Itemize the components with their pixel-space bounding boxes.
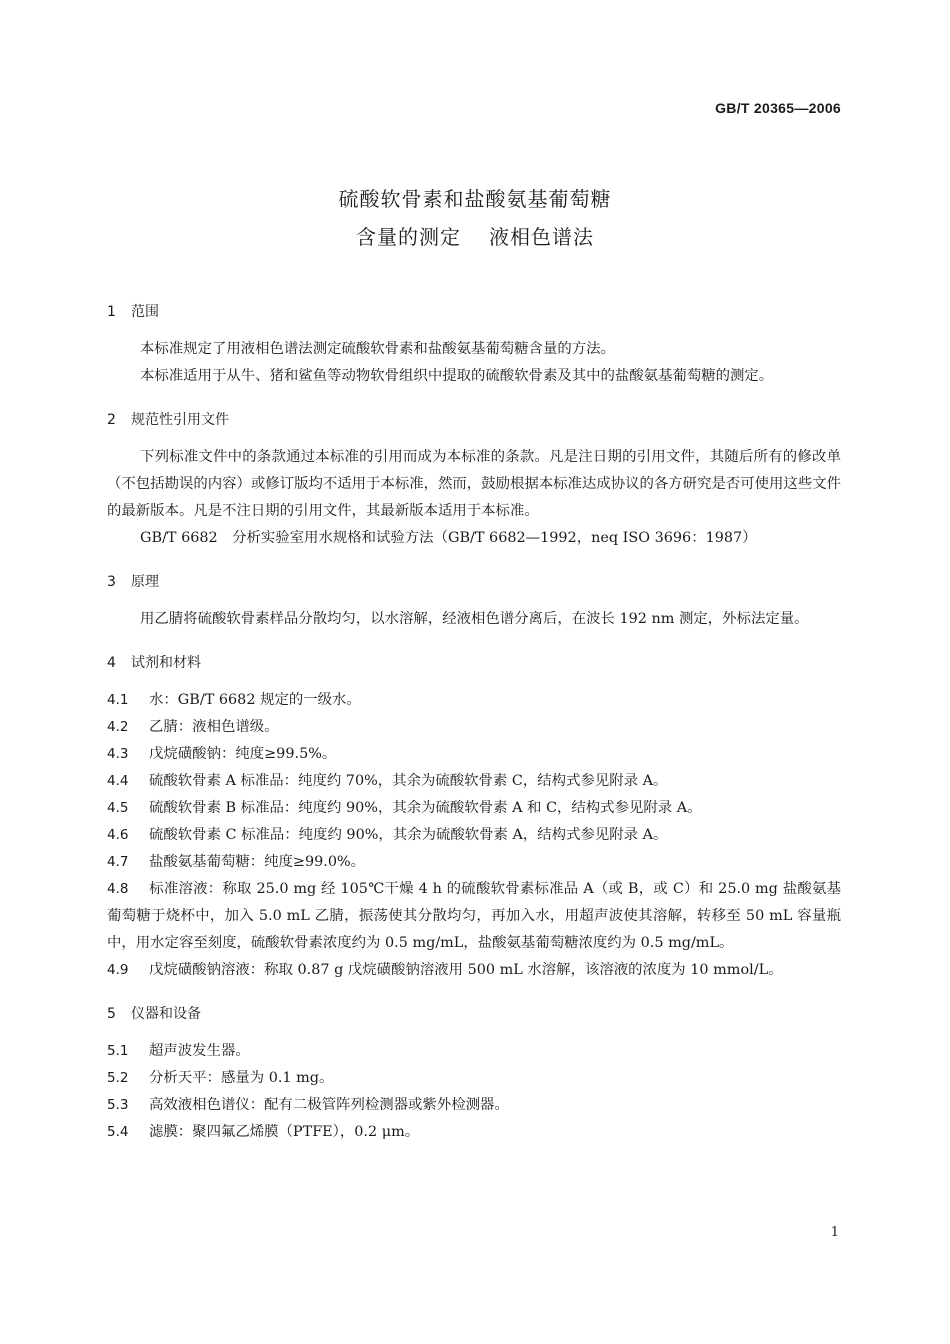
section-number: 2 bbox=[107, 412, 116, 428]
list-item bbox=[107, 795, 841, 822]
title-line-2-part-1: 含量的测定 bbox=[356, 225, 461, 249]
item-number: 4.4 bbox=[107, 773, 129, 789]
item-number: 4.8 bbox=[107, 881, 129, 897]
page-number: 1 bbox=[830, 1225, 839, 1240]
list-item bbox=[107, 957, 841, 984]
section-heading-3 bbox=[107, 568, 841, 596]
section-heading-2 bbox=[107, 406, 841, 434]
title-line-1: 硫酸软骨素和盐酸氨基葡萄糖 bbox=[338, 187, 612, 211]
document-title bbox=[0, 180, 950, 256]
item-number: 4.7 bbox=[107, 854, 129, 870]
paragraph: 本标准规定了用液相色谱法测定硫酸软骨素和盐酸氨基葡萄糖含量的方法。 bbox=[140, 341, 615, 357]
section-title: 仪器和设备 bbox=[131, 1006, 201, 1022]
title-line-2 bbox=[0, 218, 950, 256]
normative-reference: GB/T 6682 分析实验室用水规格和试验方法（GB/T 6682—1992，neq ISO 3696：1987） bbox=[140, 530, 757, 546]
item-text: 滤膜：聚四氟乙烯膜（PTFE），0.2 μm。 bbox=[149, 1124, 420, 1140]
item-text: 乙腈：液相色谱级。 bbox=[149, 719, 279, 735]
item-number: 5.3 bbox=[107, 1097, 129, 1113]
item-number: 5.1 bbox=[107, 1043, 129, 1059]
list-item bbox=[107, 741, 841, 768]
section-heading-5 bbox=[107, 1000, 841, 1028]
list-item bbox=[107, 1119, 841, 1146]
item-number: 5.4 bbox=[107, 1124, 129, 1140]
section-heading-1 bbox=[107, 298, 841, 326]
section-number: 4 bbox=[107, 655, 116, 671]
item-number: 5.2 bbox=[107, 1070, 129, 1086]
list-item bbox=[107, 822, 841, 849]
section-title: 试剂和材料 bbox=[131, 655, 201, 671]
item-text: 超声波发生器。 bbox=[149, 1043, 250, 1059]
section-number: 5 bbox=[107, 1006, 116, 1022]
section-number: 3 bbox=[107, 574, 116, 590]
title-line-2-part-2: 液相色谱法 bbox=[489, 225, 594, 249]
item-text: 标准溶液：称取 25.0 mg 经 105℃干燥 4 h 的硫酸软骨素标准品 A（或 B，或 C）和 25.0 mg 盐酸氨基葡萄糖于烧杯中，加入 5.0 mL 乙腈，振荡使其分散均匀，再加入水，用超声波使其溶解，转移至 50 mL 容量瓶中，用水定容至刻度，硫酸软骨素浓度约为 0.5 mg/mL，盐酸氨基葡萄糖浓度约为 0.5 mg/mL。 bbox=[107, 881, 841, 951]
standard-code: GB/T 20365—2006 bbox=[715, 100, 841, 116]
item-text: 戊烷磺酸钠：纯度≥99.5%。 bbox=[149, 746, 337, 762]
section-title: 范围 bbox=[131, 304, 159, 320]
paragraph: 用乙腈将硫酸软骨素样品分散均匀，以水溶解，经液相色谱分离后，在波长 192 nm 测定，外标法定量。 bbox=[140, 611, 809, 627]
document-body bbox=[107, 298, 841, 1146]
item-number: 4.2 bbox=[107, 719, 129, 735]
item-text: 水：GB/T 6682 规定的一级水。 bbox=[149, 692, 361, 708]
item-number: 4.5 bbox=[107, 800, 129, 816]
list-item bbox=[107, 1092, 841, 1119]
list-item bbox=[107, 1065, 841, 1092]
item-number: 4.9 bbox=[107, 962, 129, 978]
list-item bbox=[107, 849, 841, 876]
list-item bbox=[107, 876, 841, 957]
list-item bbox=[107, 768, 841, 795]
item-text: 盐酸氨基葡萄糖：纯度≥99.0%。 bbox=[149, 854, 366, 870]
item-number: 4.3 bbox=[107, 746, 129, 762]
paragraph: 下列标准文件中的条款通过本标准的引用而成为本标准的条款。凡是注日期的引用文件，其随后所有的修改单（不包括勘误的内容）或修订版均不适用于本标准，然而，鼓励根据本标准达成协议的各方研究是否可使用这些文件的最新版本。凡是不注日期的引用文件，其最新版本适用于本标准。 bbox=[107, 449, 841, 519]
section-title: 规范性引用文件 bbox=[131, 412, 229, 428]
item-text: 高效液相色谱仪：配有二极管阵列检测器或紫外检测器。 bbox=[149, 1097, 509, 1113]
list-item bbox=[107, 714, 841, 741]
item-text: 戊烷磺酸钠溶液：称取 0.87 g 戊烷磺酸钠溶液用 500 mL 水溶解，该溶液的浓度为 10 mmol/L。 bbox=[149, 962, 783, 978]
item-text: 分析天平：感量为 0.1 mg。 bbox=[149, 1070, 334, 1086]
section-number: 1 bbox=[107, 304, 116, 320]
section-title: 原理 bbox=[131, 574, 159, 590]
list-item bbox=[107, 687, 841, 714]
item-text: 硫酸软骨素 A 标准品：纯度约 70%，其余为硫酸软骨素 C，结构式参见附录 A。 bbox=[149, 773, 668, 789]
item-number: 4.6 bbox=[107, 827, 129, 843]
list-item bbox=[107, 1038, 841, 1065]
item-text: 硫酸软骨素 C 标准品：纯度约 90%，其余为硫酸软骨素 A，结构式参见附录 A。 bbox=[149, 827, 668, 843]
item-text: 硫酸软骨素 B 标准品：纯度约 90%，其余为硫酸软骨素 A 和 C，结构式参见附录 A。 bbox=[149, 800, 702, 816]
item-number: 4.1 bbox=[107, 692, 129, 708]
section-heading-4 bbox=[107, 649, 841, 677]
paragraph: 本标准适用于从牛、猪和鲨鱼等动物软骨组织中提取的硫酸软骨素及其中的盐酸氨基葡萄糖的测定。 bbox=[140, 368, 774, 384]
